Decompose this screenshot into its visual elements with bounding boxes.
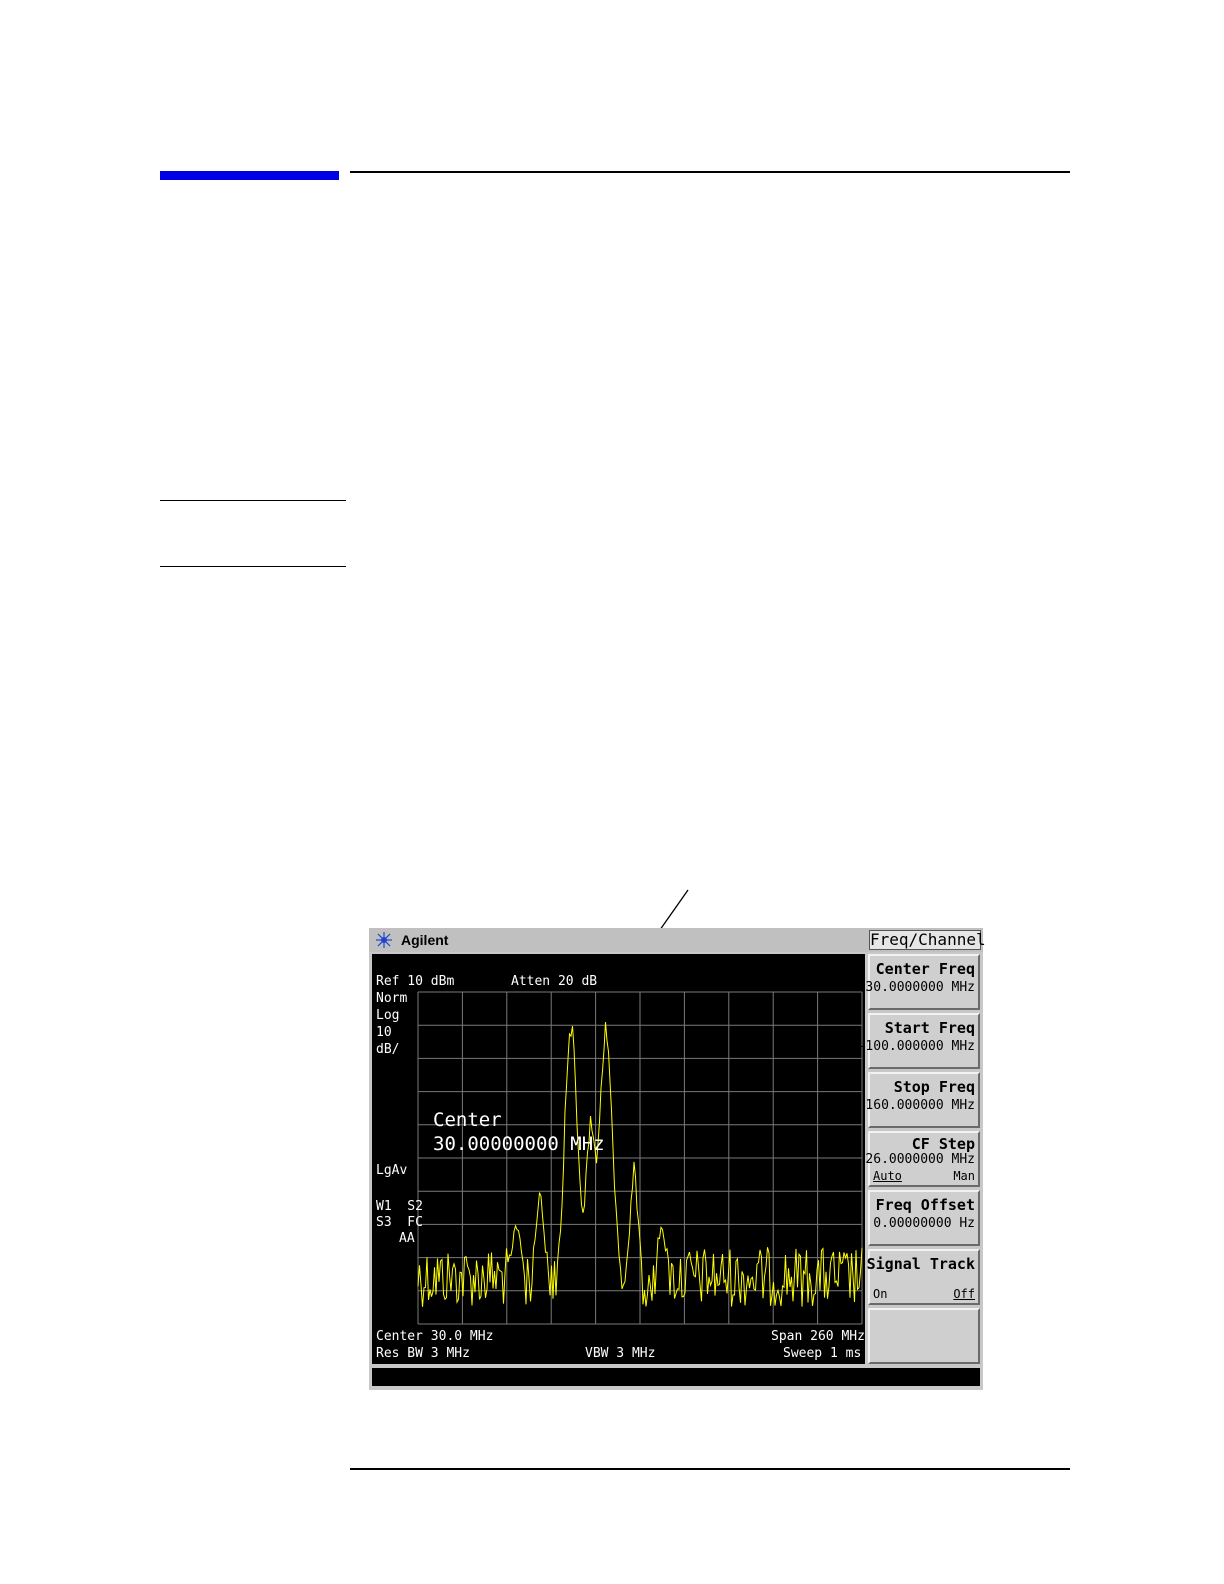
center-freq-annotation: Center 30.0 MHz <box>376 1329 494 1344</box>
softkey-option-on: On <box>873 1287 888 1301</box>
detector-label: Norm <box>376 991 408 1006</box>
sweep-annotation: Sweep 1 ms <box>783 1346 862 1361</box>
softkey-label: Center Freq <box>875 960 975 978</box>
softkey-value: 0.00000000 Hz <box>873 1216 975 1231</box>
spectrum-trace <box>372 954 865 1364</box>
title-bar <box>369 928 986 952</box>
note-rule-top <box>160 500 346 501</box>
note-rule-bottom <box>160 566 346 567</box>
status-line <box>372 1368 980 1386</box>
active-function-label: Center <box>433 1109 502 1131</box>
softkey-signal-track[interactable] <box>868 1249 980 1305</box>
agilent-logo-icon <box>375 931 393 949</box>
softkey-start-freq[interactable] <box>857 1013 980 1069</box>
brand-name: Agilent <box>401 932 449 948</box>
softkey-value: 30.0000000 MHz <box>865 980 975 995</box>
spectrum-analyzer-display <box>369 928 986 1390</box>
trace-status-row1: W1 S2 <box>376 1199 423 1214</box>
atten-label: Atten 20 dB <box>511 974 598 989</box>
display-screen <box>372 954 865 1364</box>
softkey-option-off: Off <box>953 1287 975 1301</box>
footer-rule <box>350 1468 1070 1470</box>
softkey-freq-offset[interactable] <box>868 1190 980 1246</box>
trace-status-row2: S3 FC <box>376 1215 423 1230</box>
softkey-label: CF Step <box>911 1135 975 1153</box>
scale-type-label: Log <box>376 1008 400 1023</box>
softkey-cf-step[interactable] <box>865 1131 980 1187</box>
scale-value-label: 10 <box>376 1025 392 1040</box>
trace-status-row3: AA <box>399 1231 415 1246</box>
res-bw-annotation: Res BW 3 MHz <box>376 1346 470 1361</box>
scale-unit-label: dB/ <box>376 1042 400 1057</box>
softkey-center-freq[interactable] <box>865 954 980 1010</box>
span-annotation: Span 260 MHz <box>771 1329 865 1344</box>
section-accent-bar <box>160 171 339 180</box>
softkey-label: Start Freq <box>884 1019 975 1037</box>
softkey-option-man: Man <box>953 1169 975 1183</box>
active-function-value: 30.00000000 MHz <box>433 1133 605 1155</box>
trace-line <box>418 1022 862 1307</box>
header-rule <box>350 171 1070 173</box>
softkey-label: Freq Offset <box>875 1196 975 1214</box>
softkey-blank[interactable] <box>868 1308 980 1364</box>
average-label: LgAv <box>376 1163 408 1178</box>
softkey-value: -100.000000 MHz <box>857 1039 975 1054</box>
softkey-label: Stop Freq <box>893 1078 975 1096</box>
vbw-annotation: VBW 3 MHz <box>585 1346 656 1361</box>
softkey-value: 26.0000000 MHz <box>865 1152 975 1167</box>
softkey-option-auto: Auto <box>873 1169 902 1183</box>
softkey-stop-freq[interactable] <box>865 1072 980 1128</box>
softkey-value: 160.000000 MHz <box>865 1098 975 1113</box>
menu-title: Freq/Channel <box>870 930 986 949</box>
ref-level-label: Ref 10 dBm <box>376 974 455 989</box>
softkey-label: Signal Track <box>866 1255 975 1273</box>
